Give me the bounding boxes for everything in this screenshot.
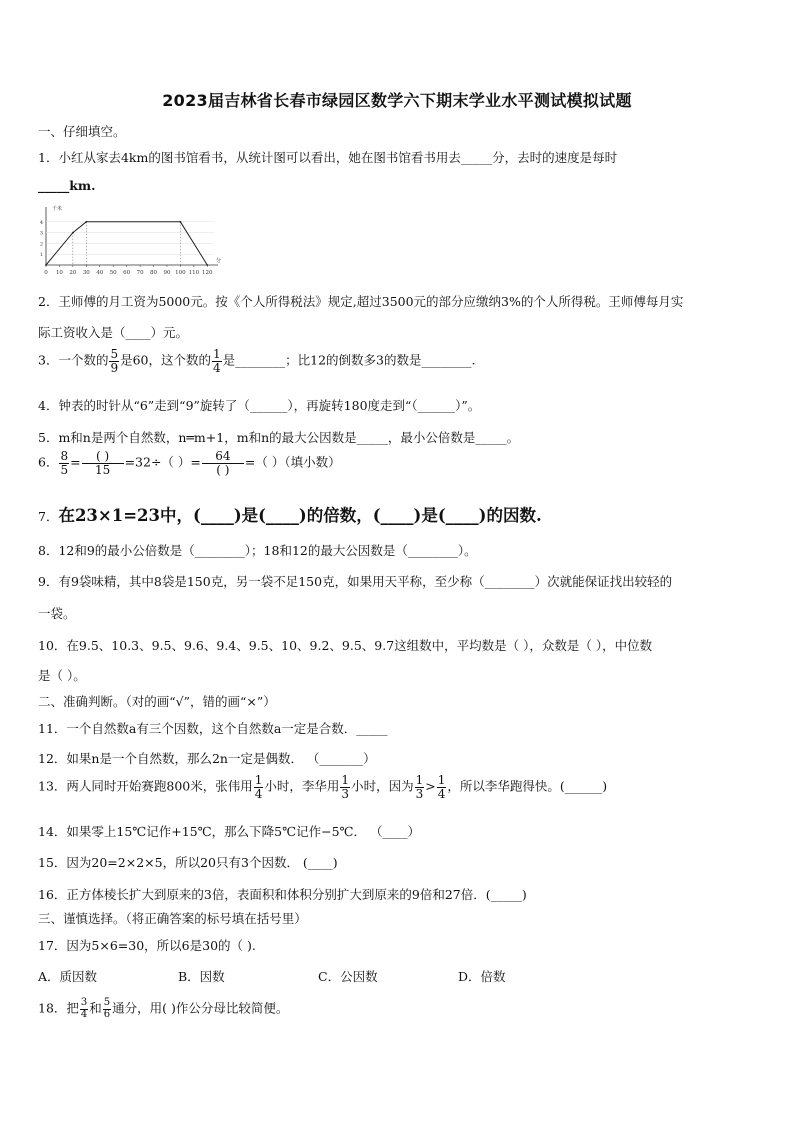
- denominator: ( ): [216, 462, 230, 477]
- denominator: 4: [80, 1008, 88, 1020]
- question-2-line-2: 际工资收入是（____）元。: [38, 325, 189, 340]
- numerator: 1: [415, 773, 424, 787]
- page-title: 2023届吉林省长春市绿园区数学六下期末学业水平测试模拟试题: [162, 91, 632, 110]
- q3-text-1: 3．一个数的: [38, 352, 109, 368]
- question-5: 5．m和n是两个自然数，n═m+1，m和n的最大公因数是_____，最小公倍数是_____。: [38, 430, 520, 445]
- data-point: [180, 221, 182, 223]
- data-point: [72, 232, 74, 234]
- fraction-3-4: [80, 998, 88, 1020]
- question-2-line-1: 2．王师傅的月工资为5000元。按《个人所得税法》规定,超过3500元的部分应缴纳3%的个人所得税。王师傅每月实: [38, 294, 684, 309]
- x-tick-label: 50: [109, 270, 117, 276]
- question-17-options: [38, 967, 506, 985]
- q18-text-3: 通分，用( )作公分母比较简便。: [112, 1000, 289, 1016]
- numerator: ( ): [82, 450, 124, 464]
- question-6: [38, 450, 341, 476]
- question-8: 8．12和9的最小公倍数是（________）；18和12的最大公因数是（________）。: [38, 543, 477, 558]
- question-12: 12．如果n是一个自然数，那么2n一定是偶数． （_______）: [38, 751, 376, 766]
- x-tick-label: 120: [202, 270, 213, 276]
- q6-text-2: =32÷（ ）=: [124, 454, 201, 470]
- q7-number: 7．: [38, 509, 59, 524]
- x-tick-label: 60: [123, 270, 131, 276]
- data-point: [45, 264, 47, 266]
- question-17: 17．因为5×6=30，所以6是30的（ ).: [38, 938, 256, 953]
- q6-text-3: =（ ）（填小数）: [244, 454, 341, 470]
- fraction-1-3: [415, 774, 425, 800]
- denominator: 4: [213, 360, 221, 375]
- question-13: [38, 774, 607, 800]
- question-10-line-1: 10．在9.5、10.3、9.5、9.6、9.4、9.5、10、9.2、9.5、9.7这组数中，平均数是（ ），众数是（ ），中位数: [38, 638, 653, 653]
- y-tick-label: 3: [39, 230, 43, 237]
- question-1-line-1: 1．小红从家去4km的图书馆看书，从统计图可以看出，她在图书馆看书用去_____分，去时的速度是每时: [38, 150, 618, 165]
- fraction-5-9: [109, 348, 119, 374]
- question-3: [38, 348, 475, 374]
- denominator: 3: [415, 786, 424, 801]
- q18-text-2: 和: [89, 1000, 102, 1016]
- q18-text-1: 18．把: [38, 1000, 79, 1016]
- numerator: 64: [202, 450, 244, 464]
- q6-number: 6．: [38, 454, 59, 470]
- question-9-line-1: 9．有9袋味精，其中8袋是150克，另一袋不足150克，如果用天平称，至少称（________）次就能保证找出较轻的: [38, 574, 673, 589]
- option-a: A．质因数: [38, 969, 98, 984]
- y-tick-label: 1: [39, 252, 43, 259]
- denominator: 9: [110, 360, 119, 375]
- x-tick-label: 10: [55, 270, 63, 276]
- fraction-1-4: [212, 348, 222, 374]
- question-10-line-2: 是（ ）。: [38, 668, 86, 683]
- q13-text-1: 13．两人同时开始赛跑800米，张伟用: [38, 778, 253, 794]
- q3-text-2: 是60，这个数的: [120, 352, 211, 368]
- fraction-5-6: [103, 998, 111, 1020]
- x-tick-label: 90: [163, 270, 171, 276]
- q13-text-3: 小时，因为: [351, 778, 414, 794]
- q13-text-2: 小时，李华用: [264, 778, 340, 794]
- data-point: [85, 221, 87, 223]
- x-tick-label: 80: [150, 270, 158, 276]
- x-axis-label: 分: [216, 258, 222, 264]
- numerator: 8: [60, 449, 69, 463]
- question-15: 15．因为20=2×2×5，所以20只有3个因数． (____): [38, 855, 338, 870]
- fraction-64-blank: [202, 450, 244, 476]
- question-14: 14．如果零上15℃记作+15℃，那么下降5℃记作−5℃． （____）: [38, 824, 420, 839]
- denominator: 15: [94, 462, 111, 477]
- x-tick-label: 20: [69, 270, 77, 276]
- fraction-blank-15: [82, 450, 124, 476]
- distance-time-chart: [38, 203, 223, 278]
- q13-greater-than: >: [425, 778, 436, 794]
- q6-equals: =: [70, 454, 81, 470]
- question-4: 4．钟表的时针从“6”走到“9”旋转了（______），再旋转180度走到“（______）”。: [38, 398, 481, 413]
- question-16: 16．正方体棱长扩大到原来的3倍，表面积和体积分别扩大到原来的9倍和27倍．(_____): [38, 887, 527, 902]
- data-point: [206, 264, 208, 266]
- q13-text-4: ，所以李华跑得快。(______): [447, 778, 608, 794]
- fraction-8-5: [59, 450, 69, 476]
- denominator: 6: [103, 1008, 111, 1020]
- numerator: 1: [213, 347, 221, 361]
- y-axis-label: 千米: [52, 206, 63, 212]
- q3-text-3: 是________；比12的倒数多3的数是________.: [222, 352, 476, 368]
- section-heading-3: 三、谨慎选择。（将正确答案的标号填在括号里）: [38, 911, 307, 926]
- numerator: 3: [80, 997, 88, 1008]
- q7-text: 在23×1=23中，(____)是(____)的倍数，(____)是(____)的因数.: [58, 506, 542, 525]
- fraction-1-4: [254, 774, 264, 800]
- numerator: 1: [437, 773, 446, 787]
- question-18: [38, 998, 288, 1020]
- y-tick-label: 2: [39, 241, 43, 248]
- x-tick-label: 0: [44, 270, 48, 276]
- question-7: [38, 502, 542, 526]
- numerator: 5: [103, 997, 111, 1008]
- x-tick-label: 70: [136, 270, 144, 276]
- denominator: 5: [60, 462, 69, 477]
- denominator: 4: [437, 786, 446, 801]
- denominator: 4: [254, 786, 263, 801]
- denominator: 3: [341, 786, 350, 801]
- fraction-1-4: [437, 774, 447, 800]
- question-1-line-2: _____km.: [38, 178, 96, 193]
- x-tick-label: 110: [188, 270, 200, 276]
- question-9-line-2: 一袋。: [38, 606, 76, 621]
- section-heading-1: 一、仔细填空。: [38, 124, 126, 139]
- numerator: 5: [110, 347, 119, 361]
- x-tick-label: 30: [82, 270, 90, 276]
- option-d: D．倍数: [458, 969, 506, 984]
- option-b: B．因数: [178, 969, 225, 984]
- numerator: 1: [254, 773, 263, 787]
- section-heading-2: 二、准确判断。（对的画“√”，错的画“×”）: [38, 694, 276, 709]
- y-tick-label: 4: [39, 219, 43, 226]
- option-c: C．公因数: [318, 969, 378, 984]
- x-tick-label: 40: [96, 270, 104, 276]
- question-11: 11．一个自然数a有三个因数，这个自然数a一定是合数．_____: [38, 721, 388, 736]
- numerator: 1: [341, 773, 350, 787]
- fraction-1-3: [340, 774, 350, 800]
- x-tick-label: 100: [175, 270, 186, 276]
